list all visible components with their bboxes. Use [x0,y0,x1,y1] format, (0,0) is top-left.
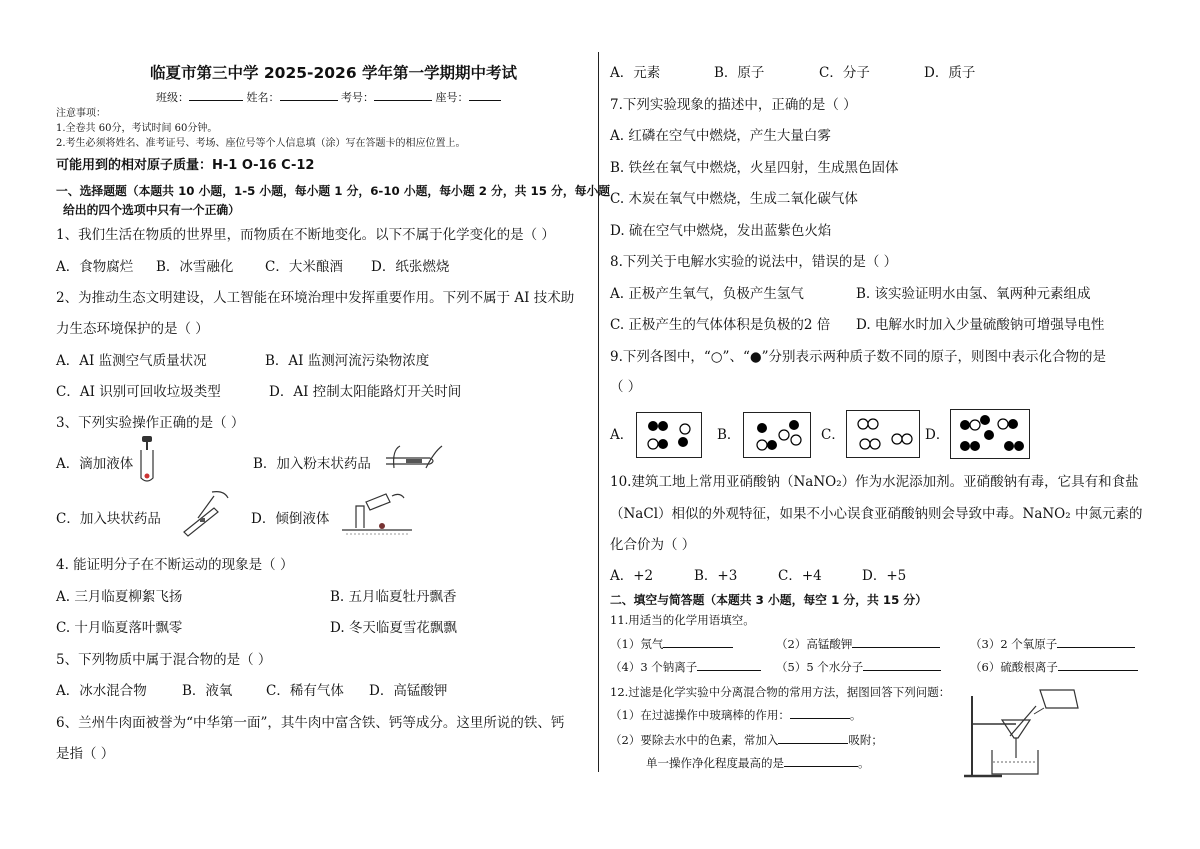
q2-stem-1: 2、为推动生态文明建设，人工智能在环境治理中发挥重要作用。下列不属于 AI 技术助 [56,290,575,306]
q12-part-1-label: （1）在过滤操作中玻璃棒的作用： [610,708,790,722]
pouring-liquid-image [342,492,412,534]
q11-item-5-label: （5）5 个水分子 [776,660,864,674]
q9-option-a[interactable]: A． [610,427,634,443]
q10-line-3: 化合价为（ ） [610,537,696,553]
q11-item-4-label: （4）3 个钠离子 [610,660,698,674]
q11-item-6-blank[interactable] [1058,658,1138,671]
atomic-mass-line: 可能用到的相对原子质量：H-1 O-16 C-12 [56,158,315,173]
q6-option-c[interactable]: C．分子 [819,65,870,81]
q9-diagram-d-molecules [951,410,1029,458]
q12-part-3-label: 单一操作净化程度最高的是 [646,756,784,770]
section1-heading-2: 给出的四个选项中只有一个正确） [63,203,240,217]
q11-stem: 11.用适当的化学用语填空。 [610,613,755,627]
q12-part-1-period: 。 [849,708,862,722]
student-info-row [156,88,501,107]
q9-diagram-c-molecules [847,411,919,457]
q11-item-3 [970,635,1135,653]
q9-option-b[interactable]: B． [717,427,741,443]
q9-diagram-c [846,410,920,458]
q8-option-a[interactable]: A. 正极产生氧气，负极产生氢气 [610,286,804,302]
q9-diagram-a [636,412,702,458]
q11-item-3-label: （3）2 个氧原子 [970,637,1058,651]
q4-option-d[interactable]: D. 冬天临夏雪花飘飘 [330,620,457,636]
q8-option-b[interactable]: B. 该实验证明水由氢、氧两种元素组成 [856,286,1091,302]
q9-diagram-d [950,409,1030,459]
q4-option-a[interactable]: A. 三月临夏柳絮飞扬 [56,589,183,605]
q3-option-c[interactable]: C．加入块状药品 [56,511,161,527]
q10-option-d[interactable]: D．+5 [862,568,907,584]
q1-option-b[interactable]: B．冰雪融化 [156,259,234,275]
q12-stem: 12.过滤是化学实验中分离混合物的常用方法，据图回答下列问题： [610,685,951,699]
q11-item-2 [776,635,940,653]
q11-item-5 [776,658,941,676]
section2-heading: 二、填空与简答题（本题共 3 小题，每空 1 分，共 15 分） [610,593,928,607]
q8-option-c[interactable]: C. 正极产生的气体体积是负极的2 倍 [610,317,831,333]
q2-stem-2: 力生态环境保护的是（ ） [56,321,209,337]
q5-stem: 5、下列物质中属于混合物的是（ ） [56,652,272,668]
q7-option-c[interactable]: C. 木炭在氧气中燃烧，生成二氧化碳气体 [610,191,858,207]
q11-item-1-blank[interactable] [663,635,733,648]
q1-option-d[interactable]: D．纸张燃烧 [371,259,450,275]
q5-option-a[interactable]: A．冰水混合物 [56,683,147,699]
q9-stem-1: 9.下列各图中，“○”、“●”分别表示两种质子数不同的原子，则图中表示化合物的是 [610,349,1107,365]
class-blank[interactable] [189,88,243,101]
q2-option-d[interactable]: D．AI 控制太阳能路灯开关时间 [269,384,462,400]
q1-stem: 1、我们生活在物质的世界里，而物质在不断地变化。以下不属于化学变化的是（ ） [56,227,555,243]
q11-item-5-blank[interactable] [863,658,941,671]
q11-item-2-blank[interactable] [852,635,940,648]
q10-option-b[interactable]: B．+3 [694,568,738,584]
solid-block-test-tube-image [174,488,232,536]
q6-option-b[interactable]: B．原子 [714,65,765,81]
q7-option-a[interactable]: A. 红磷在空气中燃烧，产生大量白雾 [610,128,831,144]
q4-stem: 4. 能证明分子在不断运动的现象是（ ） [56,557,294,573]
section1-heading-1: 一、选择题题（本题共 10 小题，1-5 小题，每小题 1 分，6-10 小题，每小题 2 分，共 15 分，每小题 [56,184,611,198]
notes-heading: 注意事项： [56,108,106,119]
powder-test-tube-image [384,438,446,478]
q6-stem-1: 6、兰州牛肉面被誉为“中华第一面”，其牛肉中富含铁、钙等成分。这里所说的铁、钙 [56,715,565,731]
q12-part-3-period: 。 [858,756,870,770]
q11-item-4-blank[interactable] [697,658,761,671]
q1-option-c[interactable]: C．大米酿酒 [265,259,343,275]
q9-option-c[interactable]: C． [821,427,845,443]
q11-item-1 [610,635,733,653]
q11-item-3-blank[interactable] [1057,635,1135,648]
dropper-test-tube-image [136,436,158,484]
exam-title: 临夏市第三中学 2025-2026 学年第一学期期中考试 [150,64,518,82]
q5-option-d[interactable]: D．高锰酸钾 [369,683,448,699]
q4-option-c[interactable]: C. 十月临夏落叶飘零 [56,620,183,636]
q7-option-b[interactable]: B. 铁丝在氧气中燃烧，火星四射，生成黑色固体 [610,160,899,176]
name-label: 姓名： [246,91,280,104]
q9-diagram-a-molecules [637,413,701,457]
notes-line-1: 1.全卷共 60分，考试时间 60分钟。 [56,123,218,134]
q11-item-2-label: （2）高锰酸钾 [776,637,853,651]
q9-diagram-b-molecules [744,413,810,457]
q9-diagram-b [743,412,811,458]
exam-no-blank[interactable] [374,88,432,101]
q3-option-d[interactable]: D．倾倒液体 [251,511,330,527]
q12-part-3-blank[interactable] [784,754,858,767]
q12-part-1-blank[interactable] [790,706,850,719]
q7-option-d[interactable]: D. 硫在空气中燃烧，发出蓝紫色火焰 [610,223,832,239]
seat-blank[interactable] [469,88,501,101]
q12-part-2 [610,731,883,749]
q6-option-a[interactable]: A．元素 [610,65,661,81]
q12-part-2-label: （2）要除去水中的色素，常加入 [610,733,779,747]
q10-line-2: （NaCl）相似的外观特征，如果不小心误食亚硝酸钠则会导致中毒。NaNO₂ 中氮元素的 [610,506,1143,522]
q11-item-4 [610,658,761,676]
q10-line-1: 10.建筑工地上常用亚硝酸钠（NaNO₂）作为水泥添加剂。亚硝酸钠有毒，它具有和食盐 [610,474,1139,490]
exam-no-label: 考号： [341,91,374,104]
q11-item-6 [970,658,1138,676]
seat-label: 座号： [435,91,469,104]
q9-option-d[interactable]: D． [925,427,950,443]
q3-option-a[interactable]: A．滴加液体 [56,456,134,472]
name-blank[interactable] [280,88,338,101]
q4-option-b[interactable]: B. 五月临夏牡丹飘香 [330,589,457,605]
filtration-apparatus-image [962,688,1086,780]
q12-part-2-blank[interactable] [778,731,848,744]
q11-item-1-label: （1）氖气 [610,637,664,651]
q6-option-d[interactable]: D．质子 [924,65,976,81]
q3-option-b[interactable]: B．加入粉末状药品 [253,456,371,472]
q5-option-c[interactable]: C．稀有气体 [266,683,344,699]
q12-part-3 [646,754,870,772]
q12-part-1 [610,706,861,724]
q2-option-a[interactable]: A．AI 监测空气质量状况 [56,353,207,369]
q11-item-6-label: （6）硫酸根离子 [970,660,1058,674]
q2-option-b[interactable]: B．AI 监测河流污染物浓度 [265,353,430,369]
q1-option-a[interactable]: A．食物腐烂 [56,259,134,275]
column-divider [598,52,599,772]
class-label: 班级： [156,91,189,104]
q8-option-d[interactable]: D. 电解水时加入少量硫酸钠可增强导电性 [856,317,1105,333]
q9-stem-2: （ ） [610,379,642,395]
q10-option-c[interactable]: C．+4 [778,568,822,584]
q3-stem: 3、下列实验操作正确的是（ ） [56,415,245,431]
q8-stem: 8.下列关于电解水实验的说法中，错误的是（ ） [610,254,898,270]
notes-line-2: 2.考生必须将姓名、准考证号、考场、座位号等个人信息填（涂）写在答题卡的相应位置上。 [56,138,466,149]
q12-part-2-suffix: 吸附； [848,733,883,747]
q6-stem-2: 是指（ ） [56,746,115,762]
q5-option-b[interactable]: B．液氧 [182,683,233,699]
q2-option-c[interactable]: C．AI 识别可回收垃圾类型 [56,384,221,400]
q7-stem: 7.下列实验现象的描述中，正确的是（ ） [610,97,857,113]
q10-option-a[interactable]: A．+2 [610,568,654,584]
